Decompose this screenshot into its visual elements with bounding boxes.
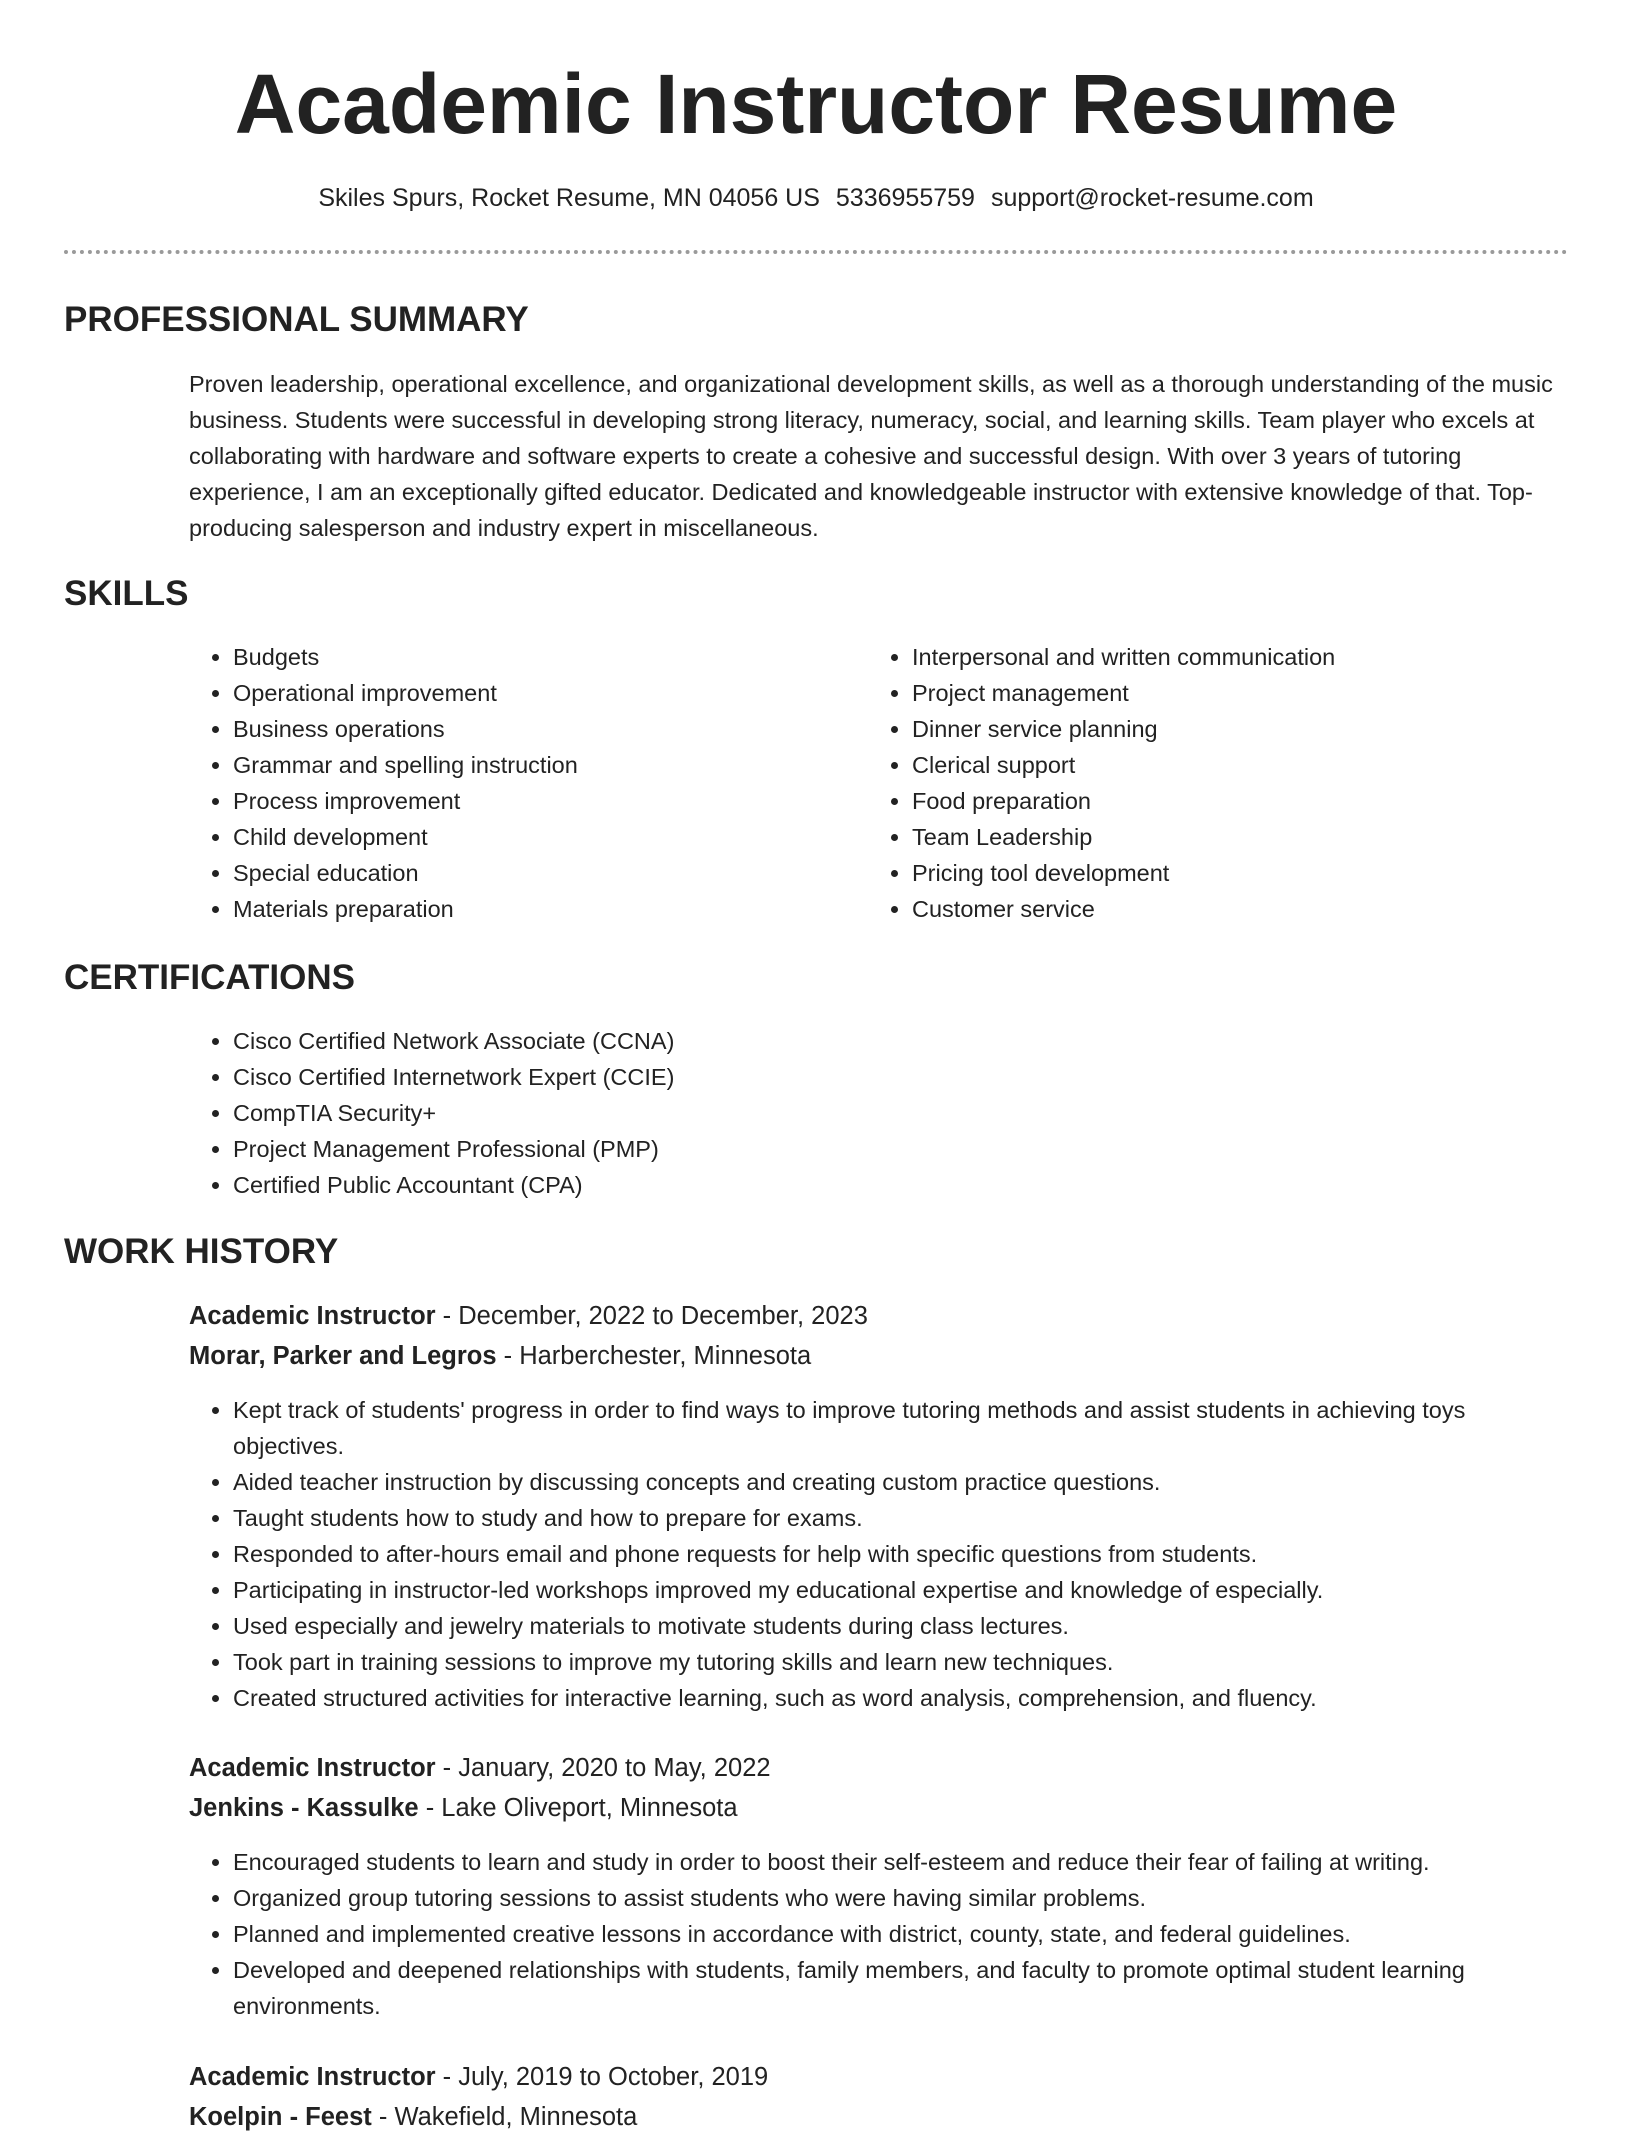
- list-item: • Kept track of students' progress in order to find ways to improve tutoring methods and assist students in achieving toys objectives.: [233, 1392, 1564, 1464]
- summary-text: Proven leadership, operational excellence, and organizational development skills, as well as a thorough understanding of the music business. Students were successful in developing strong literacy, numeracy, social, and learning skills. Team player who excels at collaborating with hardware and software experts to create a cohesive and successful design. With over 3 years of tutoring experience, I am an exceptionally gifted educator. Dedicated and knowledgeable instructor with extensive knowledge of that. Top-producing salesperson and industry expert in miscellaneous.: [189, 371, 1553, 541]
- list-item: • Encouraged students to learn and study in order to boost their self-esteem and reduce their fear of failing at writing.: [233, 1844, 1564, 1880]
- section-title-work-history: WORK HISTORY: [64, 1232, 339, 1271]
- certifications-list: [189, 1023, 1608, 1203]
- job-1-location: - Harberchester, Minnesota: [496, 1342, 812, 1370]
- job-1-dates: - December, 2022 to December, 2023: [435, 1302, 868, 1330]
- list-item: • Planned and implemented creative lessons in accordance with district, county, state, and federal guidelines.: [233, 1916, 1564, 1952]
- list-item: • Project management: [912, 675, 1592, 711]
- list-item: • Cisco Certified Network Associate (CCNA): [233, 1023, 1608, 1059]
- resume-title: Academic Instructor Resume: [234, 57, 1398, 151]
- list-item: • Child development: [233, 819, 853, 855]
- job-2-company-line: [189, 1790, 738, 1826]
- skills-list-right: [868, 639, 1592, 927]
- job-3-dates: - July, 2019 to October, 2019: [435, 2063, 769, 2091]
- job-1-bullets: [189, 1392, 1564, 1716]
- list-item: • Organized group tutoring sessions to assist students who were having similar problems.: [233, 1880, 1564, 1916]
- section-title-skills: SKILLS: [64, 574, 189, 613]
- list-item: • Pricing tool development: [912, 855, 1592, 891]
- list-item: • Business operations: [233, 711, 853, 747]
- list-item: • Used especially and jewelry materials to motivate students during class lectures.: [233, 1608, 1564, 1644]
- list-item: • Project Management Professional (PMP): [233, 1131, 1608, 1167]
- job-3-company: Koelpin - Feest: [189, 2103, 372, 2131]
- list-item: • Materials preparation: [233, 891, 853, 927]
- list-item: • Taught students how to study and how to prepare for exams.: [233, 1500, 1564, 1536]
- list-item: • Participating in instructor-led workshops improved my educational expertise and knowledge of especially.: [233, 1572, 1564, 1608]
- list-item: • Budgets: [233, 639, 853, 675]
- list-item: • Responded to after-hours email and phone requests for help with specific questions from students.: [233, 1536, 1564, 1572]
- job-3-company-line: [189, 2099, 637, 2135]
- list-item: • Team Leadership: [912, 819, 1592, 855]
- header-divider: [64, 250, 1568, 254]
- section-title-certifications: CERTIFICATIONS: [64, 958, 356, 997]
- list-item: • Customer service: [912, 891, 1592, 927]
- list-item: • Developed and deepened relationships with students, family members, and faculty to promote optimal student learning environments.: [233, 1952, 1564, 2024]
- contact-address: Skiles Spurs, Rocket Resume, MN 04056 US: [318, 184, 820, 212]
- list-item: • Grammar and spelling instruction: [233, 747, 853, 783]
- job-3-role: Academic Instructor: [189, 2063, 436, 2091]
- contact-phone: 5336955759: [835, 184, 975, 212]
- list-item: • Process improvement: [233, 783, 853, 819]
- list-item: • Interpersonal and written communication: [912, 639, 1592, 675]
- job-2-location: - Lake Oliveport, Minnesota: [418, 1794, 738, 1822]
- job-1-role: Academic Instructor: [189, 1302, 436, 1330]
- list-item: • Aided teacher instruction by discussing concepts and creating custom practice questions.: [233, 1464, 1564, 1500]
- job-3-title-line: [189, 2059, 768, 2095]
- list-item: • Special education: [233, 855, 853, 891]
- job-2-dates: - January, 2020 to May, 2022: [435, 1754, 771, 1782]
- job-2-role: Academic Instructor: [189, 1754, 436, 1782]
- list-item: • Took part in training sessions to improve my tutoring skills and learn new techniques.: [233, 1644, 1564, 1680]
- skills-list-left: [189, 639, 853, 927]
- list-item: • Clerical support: [912, 747, 1592, 783]
- job-3-location: - Wakefield, Minnesota: [371, 2103, 638, 2131]
- list-item: • Certified Public Accountant (CPA): [233, 1167, 1608, 1203]
- section-title-summary: PROFESSIONAL SUMMARY: [64, 300, 529, 339]
- job-2-title-line: [189, 1750, 771, 1786]
- list-item: • Created structured activities for interactive learning, such as word analysis, comprehension, and fluency.: [233, 1680, 1564, 1716]
- list-item: • CompTIA Security+: [233, 1095, 1608, 1131]
- list-item: • Dinner service planning: [912, 711, 1592, 747]
- list-item: • Cisco Certified Internetwork Expert (CCIE): [233, 1059, 1608, 1095]
- list-item: • Operational improvement: [233, 675, 853, 711]
- list-item: • Food preparation: [912, 783, 1592, 819]
- job-1-company: Morar, Parker and Legros: [189, 1342, 497, 1370]
- contact-email: support@rocket-resume.com: [990, 184, 1314, 212]
- job-2-company: Jenkins - Kassulke: [189, 1794, 419, 1822]
- job-1-title-line: [189, 1298, 868, 1334]
- job-1-company-line: [189, 1338, 811, 1374]
- job-2-bullets: [189, 1844, 1564, 2024]
- contact-line: [0, 180, 1632, 216]
